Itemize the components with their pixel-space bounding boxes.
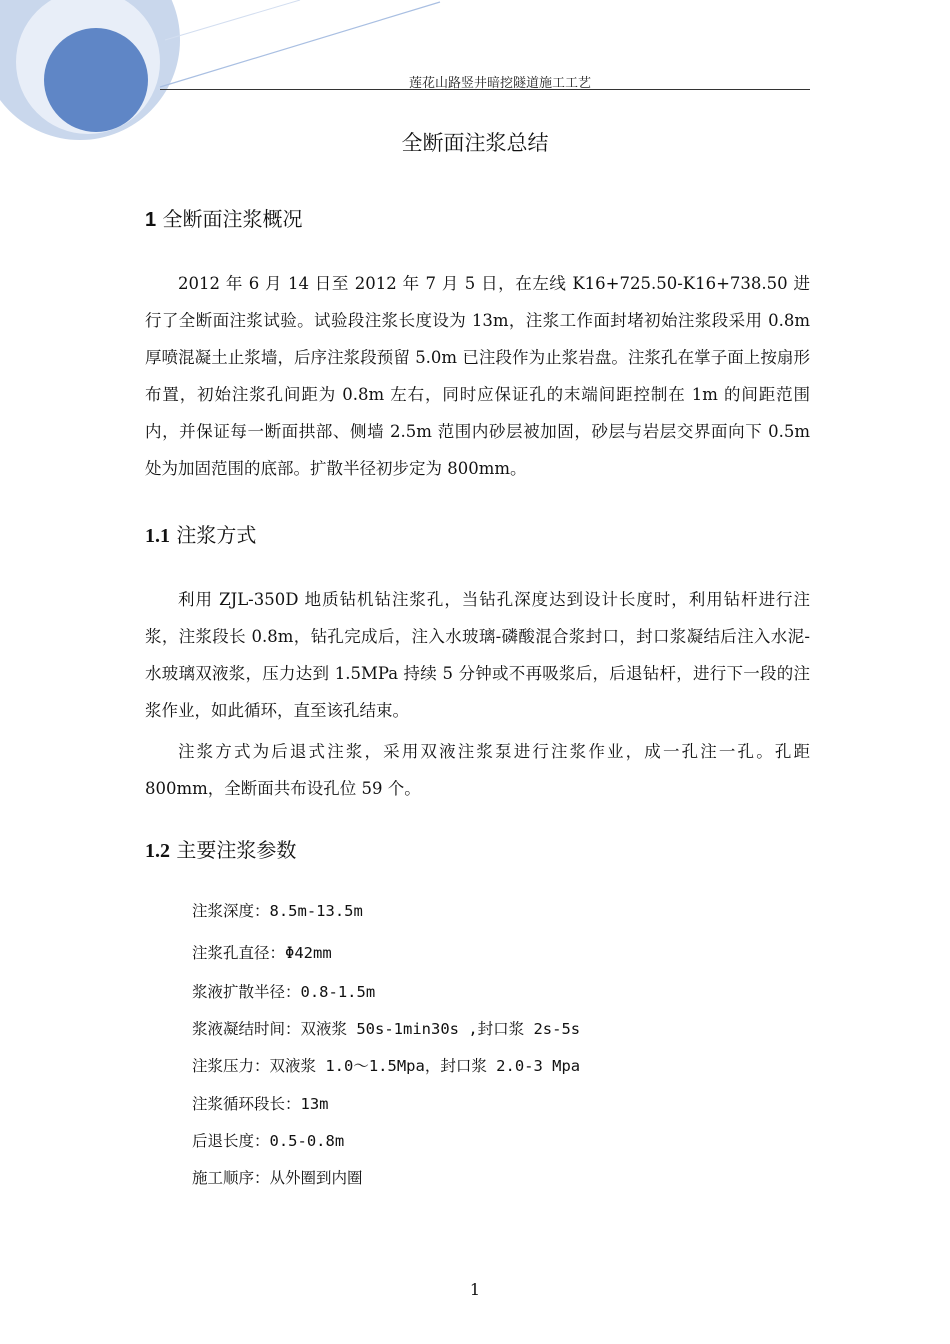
section-1-title: 全断面注浆概况 [162, 207, 303, 231]
section-1-2-heading [145, 834, 296, 863]
header-rule [160, 89, 810, 90]
page-number: 1 [469, 1280, 481, 1299]
section-1-1-title: 注浆方式 [176, 523, 257, 547]
section-1-paragraph: 2012 年 6 月 14 日至 2012 年 7 月 5 日，在左线 K16+725.50-K16+738.50 进行了全断面注浆试验。试验段注浆长度设为 13m，注浆工作面封堵初始注浆段采用 0.8m 厚喷混凝土止浆墙，后序注浆段预留 5.0m 已注段作为止浆岩盘。注浆孔在掌子面上按扇形布置，初始注浆孔间距为 0.8m 左右，同时应保证孔的末端间距控制在 1m 的间距范围内，并保证每一断面拱部、侧墙 2.5m 范围内砂层被加固，砂层与岩层交界面向下 0.5m 处为加固范围的底部。扩散半径初步定为 800mm。 [145, 274, 810, 478]
running-header-title: 莲花山路竖井暗挖隧道施工工艺 [408, 76, 591, 91]
param-grouting-pressure: 注浆压力：双液浆 1.0～1.5Mpa，封口浆 2.0-3 Mpa [192, 1057, 581, 1075]
param-cycle-length: 注浆循环段长：13m [192, 1095, 329, 1113]
param-construction-sequence: 施工顺序：从外圈到内圈 [192, 1169, 363, 1187]
param-hole-diameter: 注浆孔直径：Φ42mm [192, 944, 332, 962]
section-1-1-heading [145, 519, 256, 548]
section-1-2-title: 主要注浆参数 [176, 838, 297, 862]
section-1-heading [145, 203, 302, 232]
section-1-1-paragraph-1: 利用 ZJL-350D 地质钻机钻注浆孔，当钻孔深度达到设计长度时，利用钻杆进行注浆，注浆段长 0.8m，钻孔完成后，注入水玻璃-磷酸混合浆封口，封口浆凝结后注入水泥-水玻璃双液浆，压力达到 1.5MPa 持续 5 分钟或不再吸浆后，后退钻杆，进行下一段的注浆作业，如此循环，直至该孔结束。 [145, 590, 810, 720]
param-retreat-length: 后退长度：0.5-0.8m [192, 1132, 345, 1150]
header-decoration-circles [0, 0, 460, 200]
section-1-number: 1 [145, 209, 157, 231]
document-title: 全断面注浆总结 [401, 131, 549, 155]
param-grouting-depth: 注浆深度：8.5m-13.5m [192, 902, 363, 920]
section-1-1-paragraph-2: 注浆方式为后退式注浆，采用双液注浆泵进行注浆作业，成一孔注一孔。孔距 800mm，全断面共布设孔位 59 个。 [145, 742, 810, 798]
section-1-2-number: 1.2 [145, 840, 170, 862]
section-1-1-number: 1.1 [145, 525, 170, 547]
param-diffusion-radius: 浆液扩散半径：0.8-1.5m [192, 983, 376, 1001]
param-setting-time: 浆液凝结时间：双液浆 50s-1min30s ,封口浆 2s-5s [192, 1020, 581, 1038]
